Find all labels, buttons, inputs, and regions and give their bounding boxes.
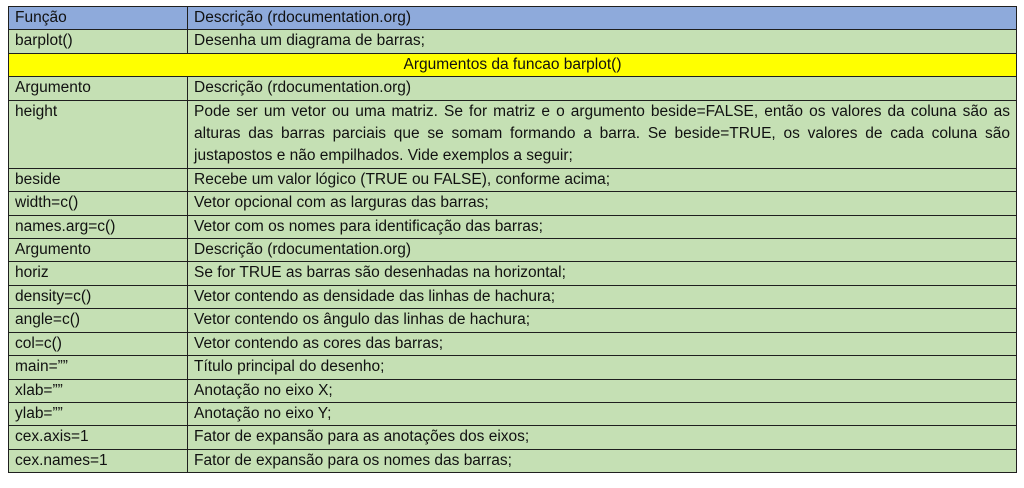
description-cell: Descrição (rdocumentation.org) <box>188 77 1017 100</box>
description-cell: Se for TRUE as barras são desenhadas na horizontal; <box>188 262 1017 285</box>
argument-cell: main=”” <box>9 356 188 379</box>
description-cell: Pode ser um vetor ou uma matriz. Se for matriz e o argumento beside=FALSE, então os valores da coluna são as alturas das barras parciais que se somam formando a barra. Se beside=TRUE, os valores de cada coluna são justapostos e não empilhados. Vide exemplos a seguir; <box>188 100 1017 168</box>
table-row <box>9 309 1017 332</box>
table-row <box>9 100 1017 168</box>
barplot-arguments-table <box>8 6 1017 473</box>
table-row <box>9 30 1017 53</box>
table-row <box>9 168 1017 191</box>
header-function-cell: Função <box>9 7 188 30</box>
description-cell: Fator de expansão para as anotações dos eixos; <box>188 426 1017 449</box>
section-band-title: Argumentos da funcao barplot() <box>9 53 1017 76</box>
argument-cell: cex.axis=1 <box>9 426 188 449</box>
table-row <box>9 332 1017 355</box>
argument-cell: ylab=”” <box>9 402 188 425</box>
description-cell: Recebe um valor lógico (TRUE ou FALSE), conforme acima; <box>188 168 1017 191</box>
argument-cell: beside <box>9 168 188 191</box>
description-cell: Anotação no eixo X; <box>188 379 1017 402</box>
section-band-row <box>9 53 1017 76</box>
table-row <box>9 239 1017 262</box>
description-cell: Descrição (rdocumentation.org) <box>188 239 1017 262</box>
header-row <box>9 7 1017 30</box>
description-cell: Título principal do desenho; <box>188 356 1017 379</box>
argument-cell: barplot() <box>9 30 188 53</box>
argument-cell: horiz <box>9 262 188 285</box>
table-row <box>9 215 1017 238</box>
table-row <box>9 426 1017 449</box>
argument-cell: col=c() <box>9 332 188 355</box>
description-cell: Vetor contendo os ângulo das linhas de hachura; <box>188 309 1017 332</box>
description-cell: Vetor opcional com as larguras das barras; <box>188 192 1017 215</box>
argument-cell: density=c() <box>9 285 188 308</box>
table-row <box>9 402 1017 425</box>
argument-cell: height <box>9 100 188 168</box>
description-cell: Desenha um diagrama de barras; <box>188 30 1017 53</box>
description-cell: Vetor contendo as densidade das linhas de hachura; <box>188 285 1017 308</box>
description-cell: Vetor contendo as cores das barras; <box>188 332 1017 355</box>
table-row <box>9 285 1017 308</box>
argument-cell: angle=c() <box>9 309 188 332</box>
description-cell: Vetor com os nomes para identificação das barras; <box>188 215 1017 238</box>
argument-cell: Argumento <box>9 77 188 100</box>
table-row <box>9 77 1017 100</box>
argument-cell: names.arg=c() <box>9 215 188 238</box>
description-cell: Anotação no eixo Y; <box>188 402 1017 425</box>
argument-cell: Argumento <box>9 239 188 262</box>
argument-cell: width=c() <box>9 192 188 215</box>
table-row <box>9 262 1017 285</box>
table-row <box>9 449 1017 472</box>
description-cell: Fator de expansão para os nomes das barras; <box>188 449 1017 472</box>
table-row <box>9 192 1017 215</box>
argument-cell: cex.names=1 <box>9 449 188 472</box>
table-row <box>9 356 1017 379</box>
argument-cell: xlab=”” <box>9 379 188 402</box>
table-row <box>9 379 1017 402</box>
header-description-cell: Descrição (rdocumentation.org) <box>188 7 1017 30</box>
